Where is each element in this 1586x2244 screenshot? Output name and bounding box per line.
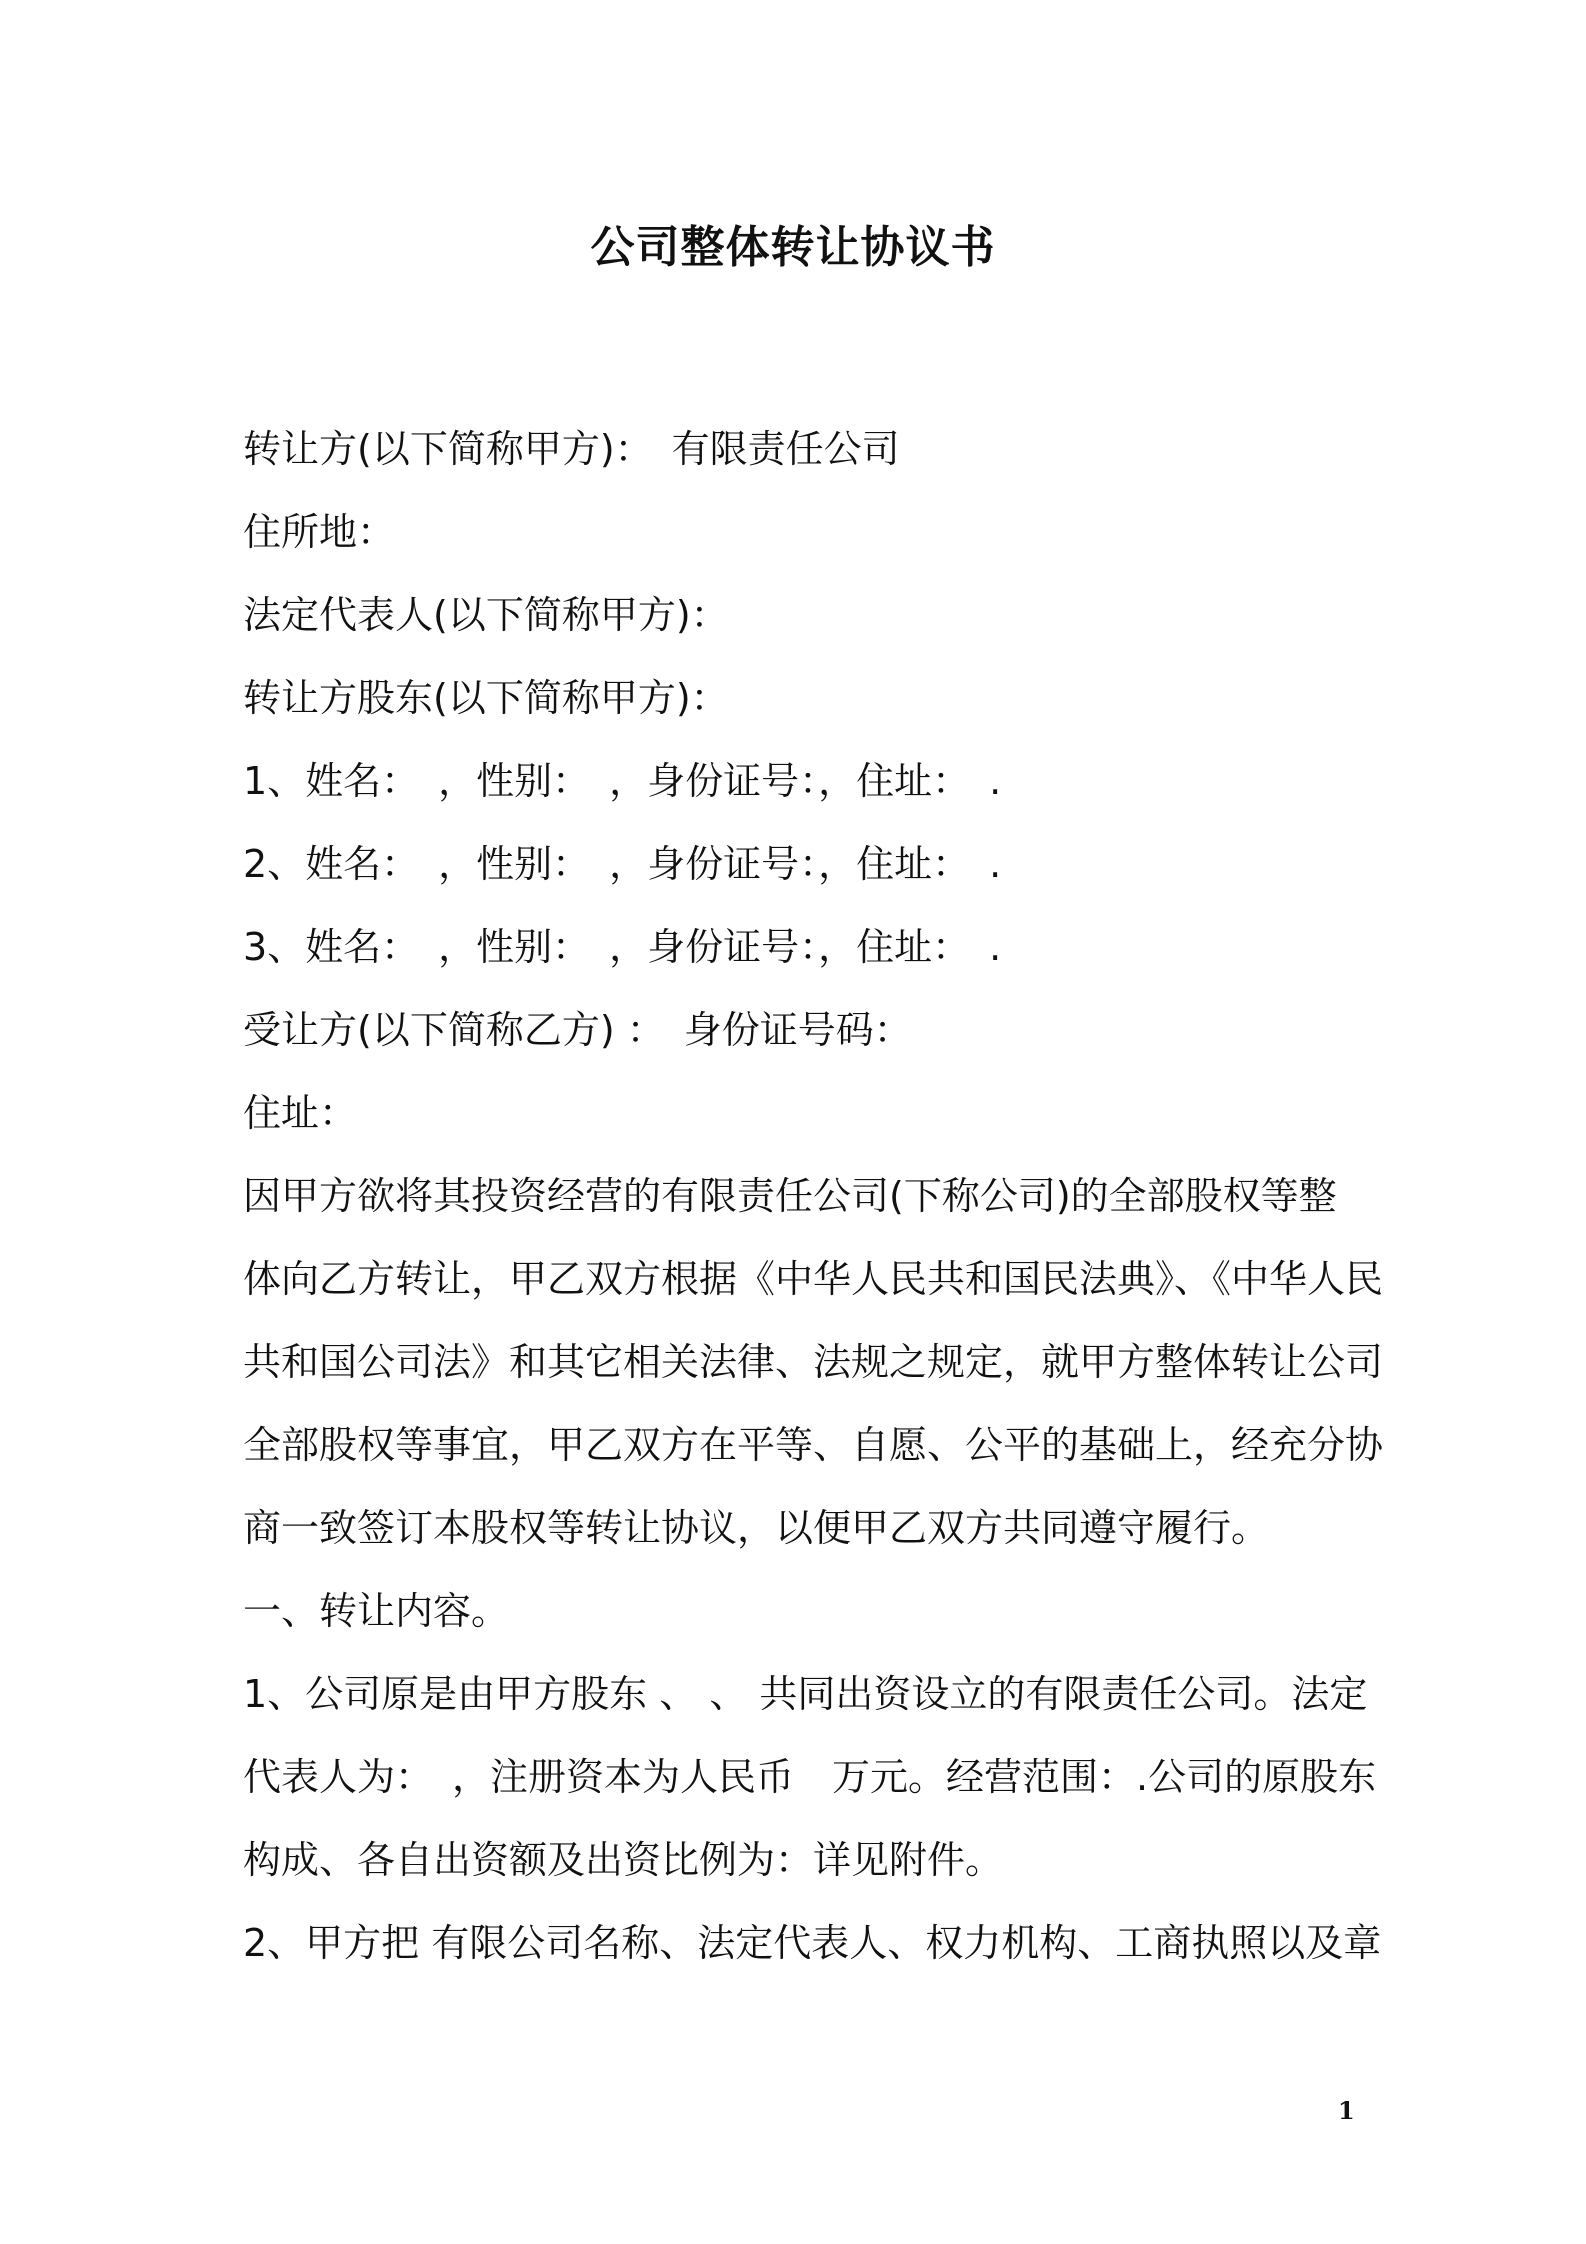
clause-1-line: 代表人为： ，注册资本为人民币 万元。经营范围：.公司的原股东 bbox=[243, 1755, 1377, 1799]
shareholder-1-line: 1、姓名： ，性别： ，身份证号：，住址： . bbox=[243, 759, 1002, 803]
intro-paragraph-line: 商一致签订本股权等转让协议，以便甲乙双方共同遵守履行。 bbox=[243, 1506, 1270, 1550]
intro-paragraph-line: 共和国公司法》和其它相关法律、法规之规定，就甲方整体转让公司 bbox=[243, 1340, 1384, 1384]
intro-paragraph-line: 全部股权等事宜，甲乙双方在平等、自愿、公平的基础上，经充分协 bbox=[243, 1423, 1384, 1467]
transferor-line: 转让方(以下简称甲方)： 有限责任公司 bbox=[243, 427, 900, 471]
domicile-line: 住所地： bbox=[243, 510, 396, 554]
intro-paragraph-line: 因甲方欲将其投资经营的有限责任公司(下称公司)的全部股权等整 bbox=[243, 1174, 1337, 1218]
shareholder-2-line: 2、姓名： ，性别： ，身份证号：，住址： . bbox=[243, 842, 1002, 886]
clause-1-line: 构成、各自出资额及出资比例为：详见附件。 bbox=[243, 1838, 1004, 1882]
intro-paragraph bbox=[243, 1155, 1384, 1570]
legal-representative-line: 法定代表人(以下简称甲方)： bbox=[243, 593, 729, 637]
address-line: 住址： bbox=[243, 1091, 358, 1135]
clause-1-line: 1、公司原是由甲方股东 、 、 共同出资设立的有限责任公司。法定 bbox=[243, 1672, 1368, 1716]
section-heading: 一、转让内容。 bbox=[243, 1589, 510, 1633]
shareholder-3-line: 3、姓名： ，性别： ，身份证号：，住址： . bbox=[243, 925, 1002, 969]
intro-paragraph-line: 体向乙方转让，甲乙双方根据《中华人民共和国民法典》、《中华人民 bbox=[243, 1257, 1384, 1301]
clause-2 bbox=[243, 1902, 1382, 1985]
clause-1 bbox=[243, 1653, 1377, 1902]
document-title: 公司整体转让协议书 bbox=[590, 222, 996, 273]
transferee-line: 受让方(以下简称乙方) ： 身份证号码： bbox=[243, 1008, 912, 1052]
document-body bbox=[243, 408, 1384, 1985]
transferor-shareholders-line: 转让方股东(以下简称甲方)： bbox=[243, 676, 729, 720]
page-number: 1 bbox=[1338, 2096, 1355, 2125]
clause-2-line: 2、甲方把 有限公司名称、法定代表人、权力机构、工商执照以及章 bbox=[243, 1921, 1382, 1965]
